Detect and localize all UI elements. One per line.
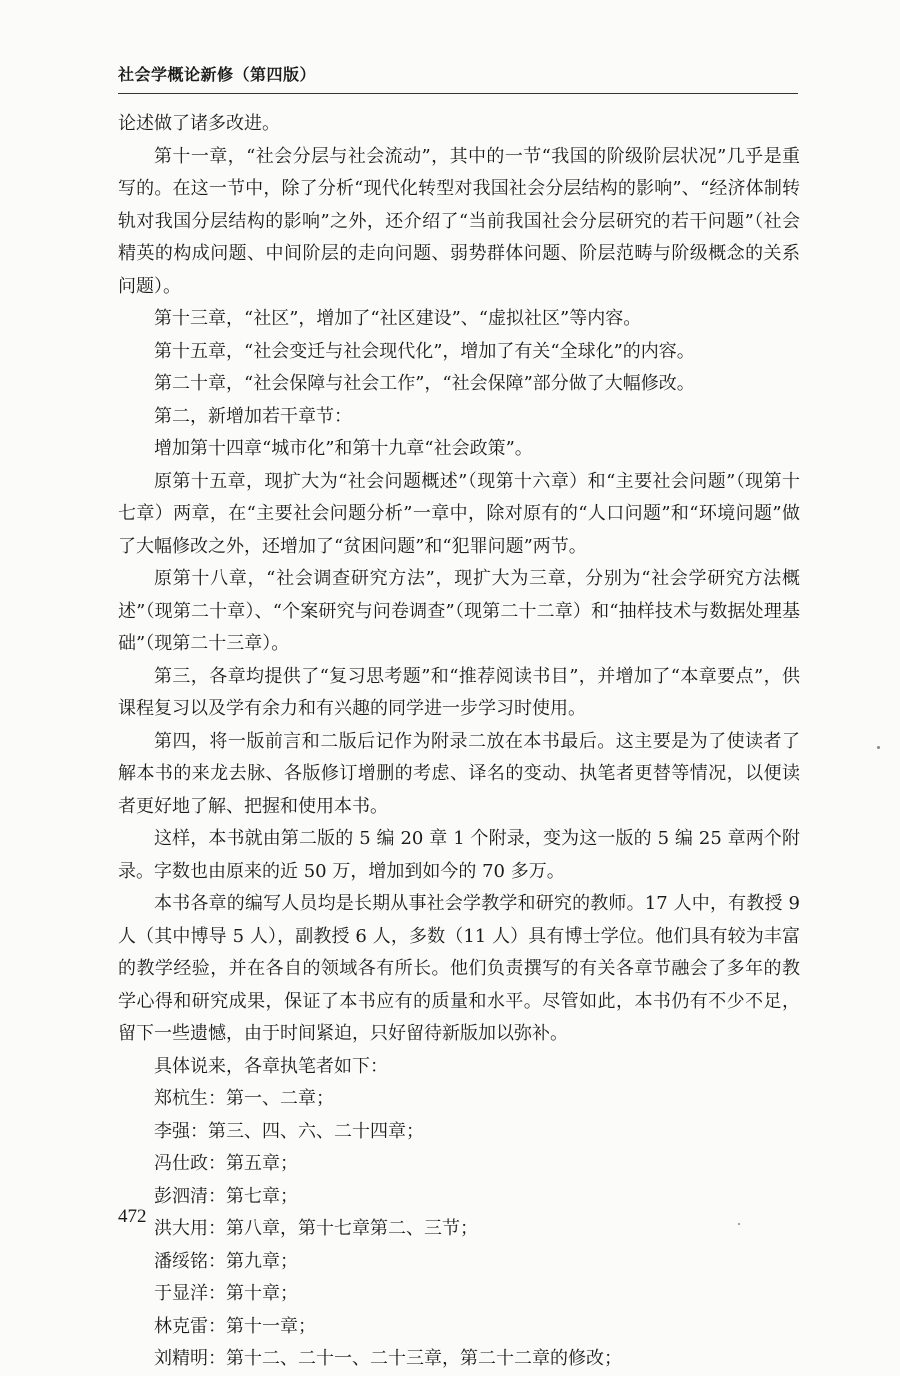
paragraph: 具体说来，各章执笔者如下： (154, 1055, 388, 1077)
scan-speck (738, 1223, 740, 1225)
paragraph: 郑杭生：第一、二章； (154, 1088, 334, 1109)
paragraph: 原第十五章，现扩大为“社会问题概述”（现第十六章）和“主要社会问题”（现第十七章）两章，在“主要社会问题分析”一章中，除对原有的“人口问题”和“环境问题”做了大幅修改之外，还增加了“贫困问题”和“犯罪问题”两节。 (118, 470, 800, 557)
paragraph: 潘绥铭：第九章； (154, 1250, 298, 1272)
paragraph: 林克雷：第十一章； (154, 1315, 316, 1337)
paragraph: 第十五章，“社会变迁与社会现代化”，增加了有关“全球化”的内容。 (154, 340, 695, 362)
page-number: 472 (118, 1206, 147, 1227)
paragraph: 彭泗清：第七章； (154, 1185, 298, 1207)
paragraph: 第四，将一版前言和二版后记作为附录二放在本书最后。这主要是为了使读者了解本书的来龙去脉、各版修订增删的考虑、译名的变动、执笔者更替等情况，以便读者更好地了解、把握和使用本书。 (118, 730, 800, 817)
running-header-title: 社会学概论新修（第四版） (118, 65, 317, 84)
header-rule (118, 93, 798, 94)
paragraph: 这样，本书就由第二版的 5 编 20 章 1 个附录，变为这一版的 5 编 25 章两个附录。字数也由原来的近 50 万，增加到如今的 70 多万。 (118, 828, 800, 882)
scan-speck (877, 746, 880, 749)
paragraph: 第三，各章均提供了“复习思考题”和“推荐阅读书目”，并增加了“本章要点”，供课程复习以及学有余力和有兴趣的同学进一步学习时使用。 (118, 665, 800, 719)
paragraph: 增加第十四章“城市化”和第十九章“社会政策”。 (154, 438, 533, 459)
paragraph: 原第十八章，“社会调查研究方法”，现扩大为三章，分别为“社会学研究方法概述”（现第二十章）、“个案研究与问卷调查”（现第二十二章）和“抽样技术与数据处理基础”（现第二十三章）。 (118, 568, 800, 654)
paragraph: 论述做了诸多改进。 (118, 113, 280, 134)
paragraph: 刘精明：第十二、二十一、二十三章，第二十二章的修改； (154, 1348, 622, 1369)
body-text (118, 108, 800, 1376)
paragraph: 本书各章的编写人员均是长期从事社会学教学和研究的教师。17 人中，有教授 9 人（其中博导 5 人），副教授 6 人，多数（11 人）具有博士学位。他们具有较为丰富的教学经验，并在各自的领域各有所长。他们负责撰写的有关各章节融会了多年的教学心得和研究成果，保证了本书应有的质量和水平。尽管如此，本书仍有不少不足，留下一些遗憾，由于时间紧迫，只好留待新版加以弥补。 (118, 893, 800, 1044)
paragraph: 第十三章，“社区”，增加了“社区建设”、“虚拟社区”等内容。 (154, 308, 642, 329)
paragraph: 于显洋：第十章； (154, 1283, 298, 1304)
paragraph: 冯仕政：第五章； (154, 1153, 298, 1174)
paragraph: 李强：第三、四、六、二十四章； (154, 1120, 424, 1142)
paragraph: 第二，新增加若干章节： (154, 405, 352, 427)
paragraph: 第十一章，“社会分层与社会流动”，其中的一节“我国的阶级阶层状况”几乎是重写的。在这一节中，除了分析“现代化转型对我国社会分层结构的影响”、“经济体制转轨对我国分层结构的影响”之外，还介绍了“当前我国社会分层研究的若干问题”（社会精英的构成问题、中间阶层的走向问题、弱势群体问题、阶层范畴与阶级概念的关系问题）。 (118, 145, 800, 297)
paragraph: 洪大用：第八章，第十七章第二、三节； (154, 1218, 478, 1239)
paragraph: 第二十章，“社会保障与社会工作”，“社会保障”部分做了大幅修改。 (154, 373, 695, 394)
